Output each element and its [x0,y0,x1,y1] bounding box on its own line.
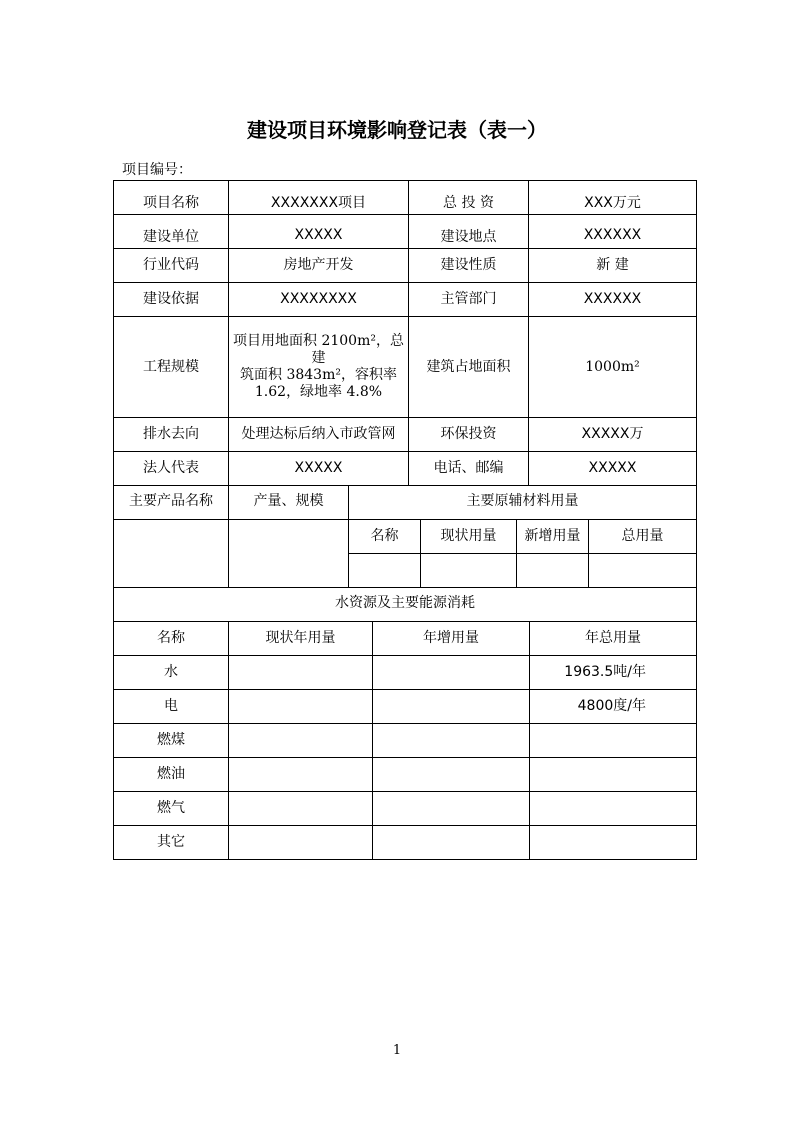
energy-total [530,723,697,757]
drainage-label: 排水去向 [114,418,229,452]
table-row [114,283,697,317]
env-investment-label: 环保投资 [409,418,529,452]
material-col-total: 总用量 [589,519,697,553]
phone-value: XXXXX [529,452,697,486]
table-row [114,249,697,283]
energy-current [229,791,373,825]
energy-name: 其它 [114,825,229,859]
total-investment-value: XXX万元 [529,181,697,215]
energy-increase [373,825,530,859]
energy-name: 燃煤 [114,723,229,757]
industry-code-value: 房地产开发 [229,249,409,283]
phone-label: 电话、邮编 [409,452,529,486]
table-row [114,723,697,757]
energy-total [530,791,697,825]
energy-increase [373,723,530,757]
energy-col-annual-total: 年总用量 [530,621,697,655]
energy-col-current-annual: 现状年用量 [229,621,373,655]
nature-label: 建设性质 [409,249,529,283]
table-row [114,181,697,215]
legal-rep-label: 法人代表 [114,452,229,486]
energy-current [229,825,373,859]
basis-label: 建设依据 [114,283,229,317]
table-row [114,317,697,418]
table-row [114,215,697,249]
site-label: 建设地点 [409,215,529,249]
industry-code-label: 行业代码 [114,249,229,283]
builder-label: 建设单位 [114,215,229,249]
table-row [114,519,697,553]
nature-value: 新 建 [529,249,697,283]
product-name-cell [114,519,229,587]
energy-name: 水 [114,655,229,689]
energy-total [530,825,697,859]
energy-increase [373,791,530,825]
table-row [114,791,697,825]
energy-current [229,655,373,689]
legal-rep-value: XXXXX [229,452,409,486]
total-investment-label: 总 投 资 [409,181,529,215]
energy-col-name: 名称 [114,621,229,655]
document-title: 建设项目环境影响登记表（表一） [247,118,547,142]
authority-value: XXXXXX [529,283,697,317]
table-row [114,655,697,689]
project-name-value: XXXXXXX项目 [229,181,409,215]
scale-line-3: 1.62，绿地率 4.8% [254,383,383,400]
scale-value [229,317,409,418]
project-name-label: 项目名称 [114,181,229,215]
energy-current [229,723,373,757]
table-row [114,452,697,486]
scale-line-1: 项目用地面积 2100m²，总建 [233,333,404,367]
footprint-label: 建筑占地面积 [409,317,529,418]
basis-value: XXXXXXXX [229,283,409,317]
project-info-table [113,180,697,486]
energy-increase [373,757,530,791]
product-name-label: 主要产品名称 [114,485,229,519]
footprint-value: 1000m² [529,317,697,418]
material-cell [349,553,421,587]
table-row [114,621,697,655]
energy-current [229,757,373,791]
energy-total: 1963.5吨/年 [530,655,697,689]
energy-name: 电 [114,689,229,723]
energy-current [229,689,373,723]
material-col-name: 名称 [349,519,421,553]
site-value: XXXXXX [529,215,697,249]
material-cell [589,553,697,587]
authority-label: 主管部门 [409,283,529,317]
energy-name: 燃气 [114,791,229,825]
materials-table [113,485,697,588]
table-row [114,587,697,621]
energy-col-annual-increase: 年增用量 [373,621,530,655]
material-cell [517,553,589,587]
energy-increase [373,655,530,689]
energy-increase [373,689,530,723]
raw-materials-label: 主要原辅材料用量 [349,485,697,519]
table-row [114,825,697,859]
env-investment-value: XXXXX万 [529,418,697,452]
page-number: 1 [392,1043,402,1058]
material-cell [421,553,517,587]
drainage-value: 处理达标后纳入市政管网 [229,418,409,452]
table-row [114,689,697,723]
material-col-new: 新增用量 [517,519,589,553]
project-number-label: 项目编号： [122,162,192,178]
table-row [114,418,697,452]
scale-label: 工程规模 [114,317,229,418]
energy-table [113,587,697,860]
material-col-current: 现状用量 [421,519,517,553]
energy-total: 4800度/年 [530,689,697,723]
energy-name: 燃油 [114,757,229,791]
table-row [114,757,697,791]
table-row [114,485,697,519]
scale-line-2: 筑面积 3843m²，容积率 [240,367,397,383]
energy-total [530,757,697,791]
energy-section-title: 水资源及主要能源消耗 [114,587,697,621]
output-cell [229,519,349,587]
builder-value: XXXXX [229,215,409,249]
output-label: 产量、规模 [229,485,349,519]
